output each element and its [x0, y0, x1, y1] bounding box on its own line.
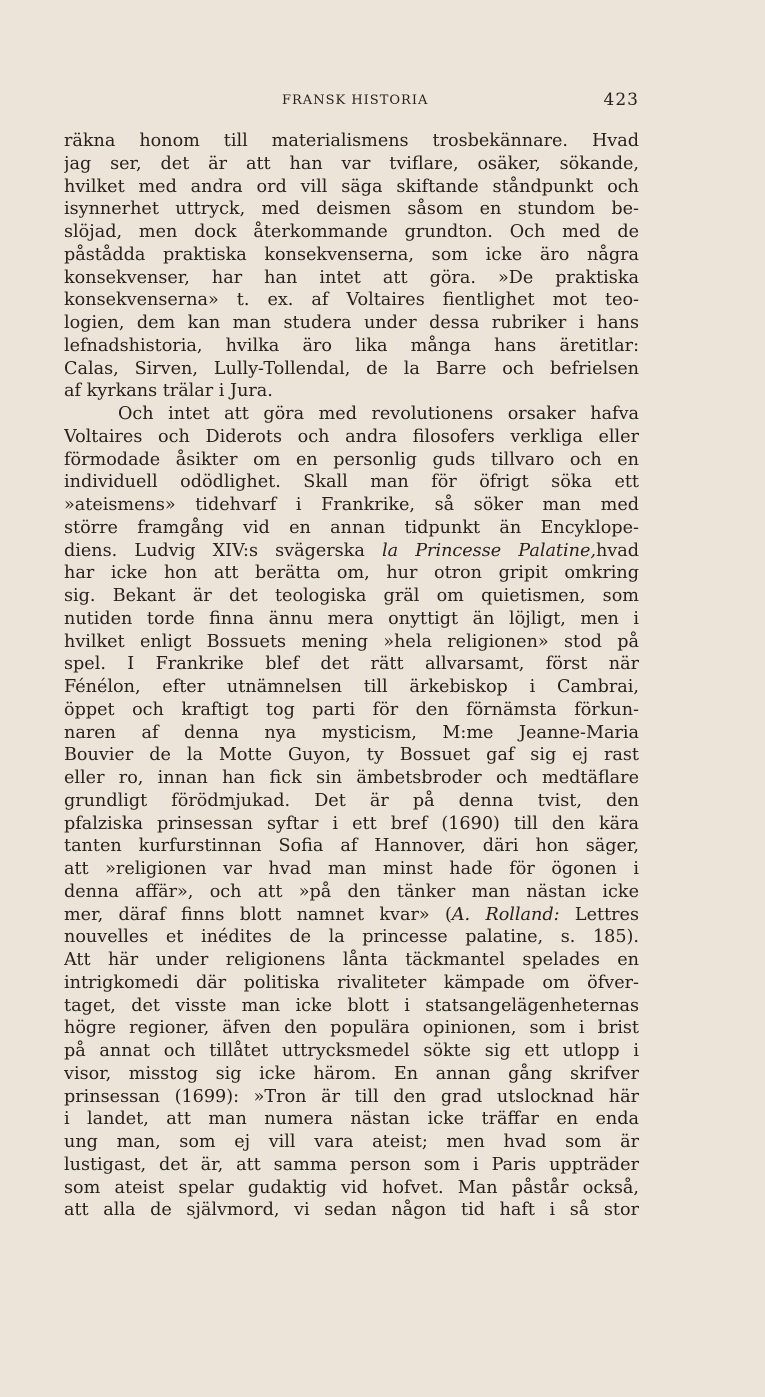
text-line: konsekvenser, har han intet att göra. »De praktiska	[64, 267, 639, 288]
text-line: visor, misstog sig icke härom. En annan gång skrifver	[64, 1063, 639, 1084]
text-line: tanten kurfurstinnan Sofia af Hannover, däri hon säger,	[64, 836, 639, 857]
text-line: isynnerhet uttryck, med deismen såsom en stundom be-	[64, 199, 639, 220]
text-line: jag ser, det är att han var tviflare, osäker, sökande,	[64, 153, 639, 174]
text-line: Bouvier de la Motte Guyon, ty Bossuet gaf sig ej rast	[64, 745, 639, 766]
text-line: Voltaires och Diderots och andra filosofers verkliga eller	[64, 426, 639, 447]
text-line: större framgång vid en annan tidpunkt än Encyklope-	[64, 517, 639, 538]
text-line: förmodade åsikter om en personlig guds tillvaro och en	[64, 449, 639, 470]
text-line: prinsessan (1699): »Tron är till den grad utslocknad här	[64, 1086, 639, 1107]
text-line-mixed	[64, 540, 639, 563]
text-line: hvilket enligt Bossuets mening »hela religionen» stod på	[64, 631, 639, 652]
text-line: öppet och kraftigt tog parti för den förnämsta förkun-	[64, 699, 639, 720]
text-line: pfalziska prinsessan syftar i ett bref (1690) till den kära	[64, 813, 639, 834]
text-line: har icke hon att berätta om, hur otron gripit omkring	[64, 563, 639, 584]
text-line: konsekvenserna» t. ex. af Voltaires fientlighet mot teo-	[64, 290, 639, 311]
page-header	[64, 90, 639, 114]
text-line: Att här under religionens lånta täckmantel spelades en	[64, 950, 639, 970]
text-line: påstådda praktiska konsekvenserna, som icke äro några	[64, 244, 639, 265]
text-line: grundligt förödmjukad. Det är på denna tvist, den	[64, 790, 639, 811]
text-line: slöjad, men dock återkommande grundton. Och med de	[64, 222, 639, 242]
text-segment: Lettres	[574, 904, 639, 925]
text-line: i landet, att man numera nästan icke träffar en enda	[64, 1109, 639, 1130]
text-line: Fénélon, efter utnämnelsen till ärkebiskop i Cambrai,	[64, 677, 639, 697]
text-line: att »religionen var hvad man minst hade för ögonen i	[64, 859, 639, 879]
text-segment: diens. Ludvig XIV:s svägerska	[64, 540, 365, 561]
text-line: att alla de självmord, vi sedan någon tid haft i så stor	[64, 1200, 639, 1221]
text-line: ung man, som ej vill vara ateist; men hvad som är	[64, 1132, 639, 1152]
page-number: 423	[603, 90, 639, 110]
body-text	[64, 130, 639, 1222]
text-line: sig. Bekant är det teologiska gräl om quietismen, som	[64, 586, 639, 606]
text-line: räkna honom till materialismens trosbekännare. Hvad	[64, 131, 639, 151]
text-line: »ateismens» tidehvarf i Frankrike, så söker man med	[64, 495, 639, 515]
text-line: lefnadshistoria, hvilka äro lika många hans äretitlar:	[64, 335, 639, 356]
text-line: Och intet att göra med revolutionens orsaker hafva	[118, 404, 639, 424]
italic-citation: A. Rolland:	[451, 904, 560, 925]
text-line: spel. I Frankrike blef det rätt allvarsamt, först när	[64, 654, 639, 675]
text-line: eller ro, innan han fick sin ämbetsbroder och medtäflare	[64, 768, 639, 788]
text-line: hvilket med andra ord vill säga skiftande ståndpunkt och	[64, 176, 639, 197]
text-line: lustigast, det är, att samma person som i Paris uppträder	[64, 1154, 639, 1175]
text-line: denna affär», och att »på den tänker man nästan icke	[64, 881, 639, 902]
text-line: som ateist spelar gudaktig vid hofvet. Man påstår också,	[64, 1177, 639, 1198]
text-line: intrigkomedi där politiska rivaliteter kämpade om öfver-	[64, 972, 639, 993]
italic-title: la Princesse Palatine,	[381, 540, 596, 561]
text-line: nouvelles et inédites de la princesse palatine, s. 185).	[64, 927, 639, 948]
text-line: taget, det visste man icke blott i statsangelägenheternas	[64, 995, 639, 1016]
text-line: naren af denna nya mysticism, M:me Jeanne-Maria	[64, 722, 639, 743]
text-line: högre regioner, äfven den populära opinionen, som i brist	[64, 1018, 639, 1039]
text-line: af kyrkans trälar i Jura.	[64, 381, 273, 402]
text-segment: mer, däraf finns blott namnet kvar» (	[64, 904, 452, 925]
text-line: individuell odödlighet. Skall man för öfrigt söka ett	[64, 472, 639, 493]
text-line: logien, dem kan man studera under dessa rubriker i hans	[64, 313, 639, 333]
text-line: på annat och tillåtet uttrycksmedel sökte sig ett utlopp i	[64, 1041, 639, 1061]
text-line: nutiden torde finna ännu mera onyttigt än löjligt, men i	[64, 608, 639, 629]
text-segment: hvad	[595, 540, 639, 561]
text-line-mixed	[64, 904, 639, 927]
text-line: Calas, Sirven, Lully-Tollendal, de la Barre och befrielsen	[64, 358, 639, 379]
running-title: FRANSK HISTORIA	[282, 93, 429, 108]
